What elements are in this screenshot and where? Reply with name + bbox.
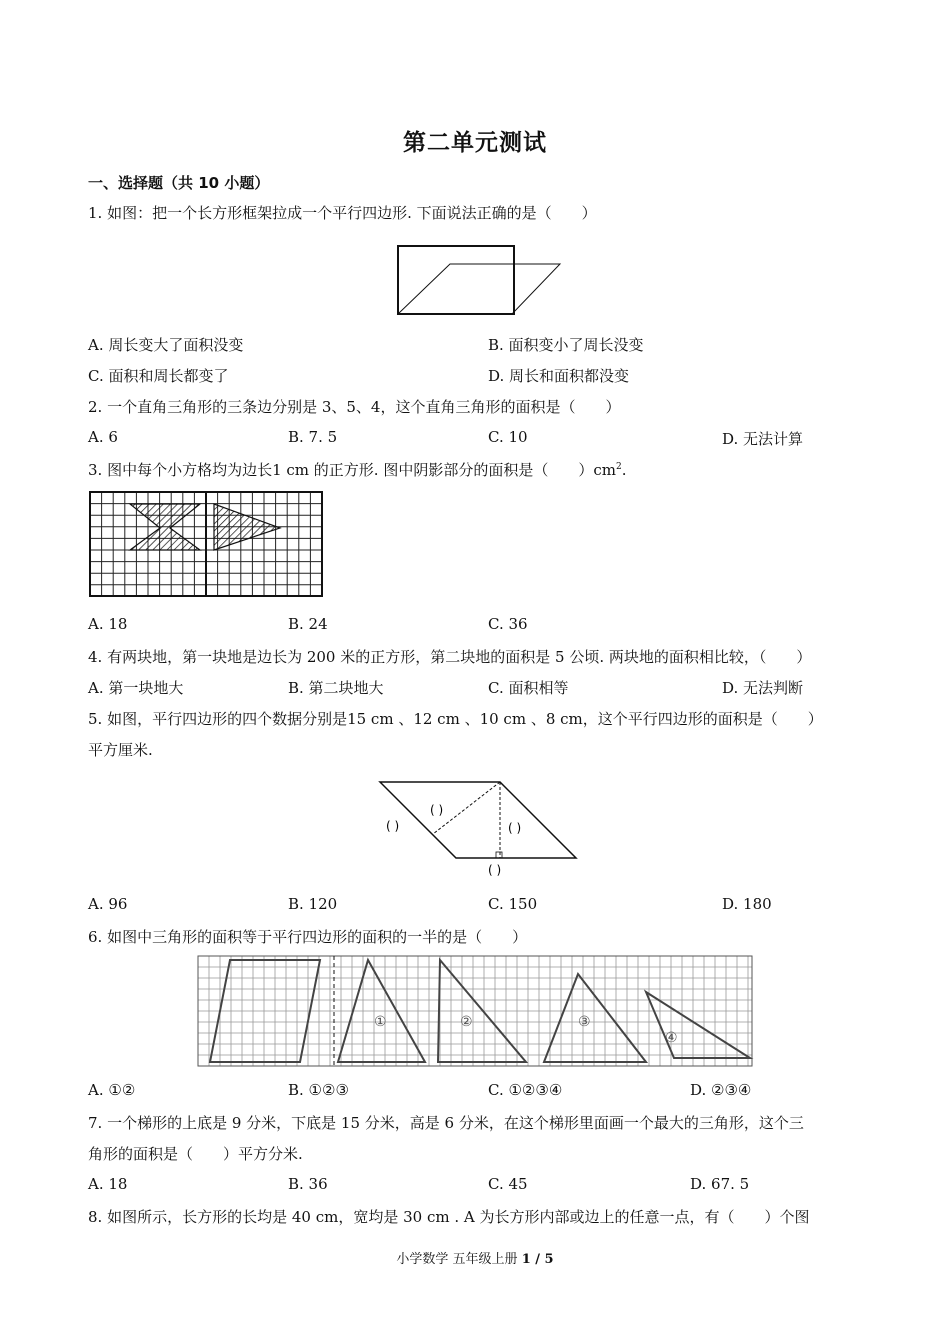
q5-option-a[interactable]: A. 96 [88, 895, 128, 913]
q7-option-a[interactable]: A. 18 [88, 1175, 128, 1193]
q6-label-2: ② [460, 1014, 473, 1030]
q3-option-b[interactable]: B. 24 [288, 615, 328, 633]
q3-option-a[interactable]: A. 18 [88, 615, 128, 633]
page-footer: 小学数学 五年级上册 1 / 5 [396, 1252, 554, 1267]
section-heading: 一、选择题（共 10 小题） [88, 174, 270, 192]
q4-option-a[interactable]: A. 第一块地大 [88, 679, 184, 697]
q5-option-b[interactable]: B. 120 [288, 895, 338, 913]
q6-label-1: ① [374, 1014, 387, 1030]
question-3-grid-figure [90, 492, 322, 596]
q7-option-d[interactable]: D. 67. 5 [690, 1175, 750, 1193]
question-8-stem: 8. 如图所示，长方形的长均是 40 cm，宽均是 30 cm . A 为长方形内部或边上的任意一点，有（ ）个图 [88, 1208, 810, 1226]
q6-label-3: ③ [578, 1014, 591, 1030]
q6-option-a[interactable]: A. ①② [88, 1081, 136, 1099]
q5-label-left: ( ) [386, 819, 400, 833]
q7-option-c[interactable]: C. 45 [488, 1175, 528, 1193]
q1-option-d[interactable]: D. 周长和面积都没变 [488, 367, 630, 385]
q5-option-c[interactable]: C. 150 [488, 895, 538, 913]
question-7-stem-cont: 角形的面积是（ ）平方分米. [88, 1145, 303, 1163]
q1-option-c[interactable]: C. 面积和周长都变了 [88, 367, 229, 385]
q5-label-height: ( ) [508, 821, 522, 835]
question-5-parallelogram-figure [378, 778, 578, 878]
q1-option-b[interactable]: B. 面积变小了周长没变 [488, 336, 644, 354]
q5-option-d[interactable]: D. 180 [722, 895, 772, 913]
q5-label-diagonal: ( ) [430, 803, 444, 817]
q1-option-a[interactable]: A. 周长变大了面积没变 [88, 336, 244, 354]
q2-option-b[interactable]: B. 7. 5 [288, 428, 338, 446]
question-2-stem: 2. 一个直角三角形的三条边分别是 3、5、4，这个直角三角形的面积是（ ） [88, 398, 621, 416]
question-3-stem: 3. 图中每个小方格均为边长1 cm 的正方形. 图中阴影部分的面积是（ ）$cm^2$. [88, 461, 627, 479]
page-number: 1 / 5 [521, 1252, 554, 1267]
page-title: 第二单元测试 [403, 130, 547, 156]
question-4-stem: 4. 有两块地，第一块地是边长为 200 米的正方形，第二块地的面积是 5 公顷. 两块地的面积相比较，（ ） [88, 648, 812, 666]
q4-option-d[interactable]: D. 无法判断 [722, 679, 804, 697]
q6-option-c[interactable]: C. ①②③④ [488, 1081, 563, 1099]
question-7-stem: 7. 一个梯形的上底是 9 分米，下底是 15 分米，高是 6 分米，在这个梯形里面画一个最大的三角形，这个三 [88, 1114, 804, 1132]
q4-option-b[interactable]: B. 第二块地大 [288, 679, 384, 697]
q2-option-c[interactable]: C. 10 [488, 428, 528, 446]
q5-label-base: ( ) [488, 863, 502, 877]
q6-option-d[interactable]: D. ②③④ [690, 1081, 752, 1099]
q7-option-b[interactable]: B. 36 [288, 1175, 328, 1193]
question-1-figure [390, 244, 570, 319]
q2-option-a[interactable]: A. 6 [88, 428, 118, 446]
q2-option-d[interactable]: D. 无法计算 [722, 430, 804, 448]
q3-option-c[interactable]: C. 36 [488, 615, 528, 633]
q6-option-b[interactable]: B. ①②③ [288, 1081, 349, 1099]
q6-label-4: ④ [665, 1030, 678, 1046]
question-6-stem: 6. 如图中三角形的面积等于平行四边形的面积的一半的是（ ） [88, 928, 528, 946]
question-1-stem: 1. 如图：把一个长方形框架拉成一个平行四边形. 下面说法正确的是（ ） [88, 204, 597, 222]
question-5-stem-cont: 平方厘米. [88, 741, 153, 759]
question-5-stem: 5. 如图，平行四边形的四个数据分别是15 cm 、12 cm 、10 cm 、8 cm，这个平行四边形的面积是（ ） [88, 710, 823, 728]
question-6-grid-figure [198, 956, 752, 1066]
q4-option-c[interactable]: C. 面积相等 [488, 679, 569, 697]
